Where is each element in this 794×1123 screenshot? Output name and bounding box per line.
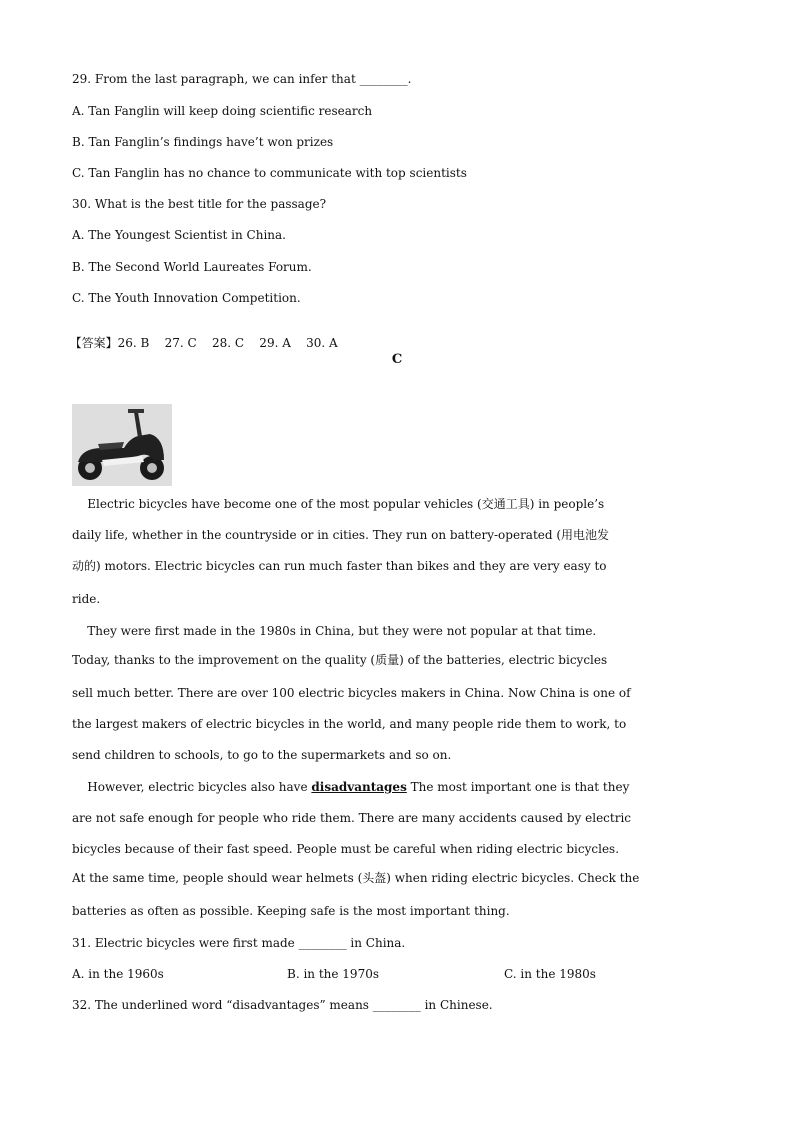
passage-p3-before: However, electric bicycles also have [72, 780, 312, 794]
electric-scooter-icon [72, 404, 172, 486]
q31-stem: 31. Electric bicycles were first made ________ in China. [72, 936, 406, 950]
q31-option-a: A. in the 1960s [72, 967, 164, 981]
passage-p3-line-4: At the same time, people should wear helmets (头盔) when riding electric bicycles. Check the [72, 871, 640, 885]
q31-option-c: C. in the 1980s [504, 967, 596, 981]
underlined-word: disadvantages [311, 780, 407, 794]
q29-option-c: C. Tan Fanglin has no chance to communicate with top scientists [72, 166, 467, 180]
passage-p3-line-5: batteries as often as possible. Keeping safe is the most important thing. [72, 904, 510, 918]
answer-values: 26. B 27. C 28. C 29. A 30. A [117, 336, 338, 350]
q32-stem: 32. The underlined word “disadvantages” means ________ in Chinese. [72, 998, 493, 1012]
passage-p1-line-4: ride. [72, 592, 101, 606]
q30-option-b: B. The Second World Laureates Forum. [72, 260, 312, 274]
electric-scooter-photo [72, 404, 172, 486]
q30-stem: 30. What is the best title for the passage? [72, 197, 327, 211]
passage-p3-line-2: are not safe enough for people who ride them. There are many accidents caused by electric [72, 811, 632, 825]
passage-p1-line-1: Electric bicycles have become one of the most popular vehicles (交通工具) in people’s [72, 497, 605, 511]
passage-p2-line-4: the largest makers of electric bicycles in the world, and many people ride them to work, to [72, 717, 627, 731]
q29-option-a: A. Tan Fanglin will keep doing scientific research [72, 104, 373, 118]
answer-label: 【答案】 [69, 336, 118, 350]
q29-stem: 29. From the last paragraph, we can infer that ________. [72, 72, 412, 86]
passage-p2-line-2: Today, thanks to the improvement on the quality (质量) of the batteries, electric bicycles [72, 653, 608, 667]
passage-p2-line-1: They were first made in the 1980s in China, but they were not popular at that time. [72, 624, 597, 638]
q30-option-c: C. The Youth Innovation Competition. [72, 291, 301, 305]
q30-option-a: A. The Youngest Scientist in China. [72, 228, 286, 242]
passage-p2-line-5: send children to schools, to go to the supermarkets and so on. [72, 748, 452, 762]
passage-p3-after: The most important one is that they [406, 780, 630, 794]
passage-p1-line-2: daily life, whether in the countryside or in cities. They run on battery-operated (用电池发 [72, 528, 610, 542]
section-title: C [391, 352, 403, 367]
q29-option-b: B. Tan Fanglin’s findings have’t won prizes [72, 135, 334, 149]
passage-p3-line-1 [72, 779, 629, 795]
passage-p2-line-3: sell much better. There are over 100 electric bicycles makers in China. Now China is one of [72, 686, 631, 700]
passage-p1-line-3: 动的) motors. Electric bicycles can run much faster than bikes and they are very easy to [72, 559, 607, 573]
answer-line [62, 319, 338, 351]
passage-p3-line-3: bicycles because of their fast speed. People must be careful when riding electric bicycles. [72, 842, 620, 856]
q31-option-b: B. in the 1970s [287, 967, 379, 981]
